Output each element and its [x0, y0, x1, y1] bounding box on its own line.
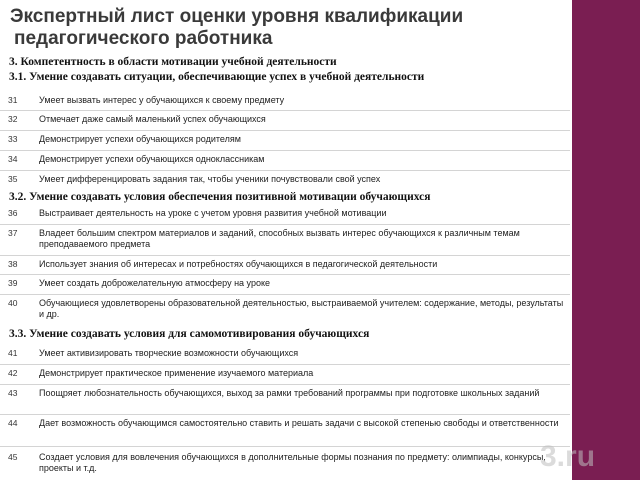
item-number: 35 [8, 174, 18, 184]
item-text: Умеет дифференцировать задания так, чтобы ученики почувствовали свой успех [39, 174, 381, 184]
item-text: Владеет большим спектром материалов и заданий, способных вызвать интерес обучающихся к различным темам преподаваемого предмета [39, 228, 520, 249]
title-line-2: педагогического работника [14, 28, 273, 49]
decorative-sidebar [572, 0, 640, 480]
item-number: 32 [8, 114, 18, 124]
item-text: Использует знания об интересах и потребностях обучающихся в педагогической деятельности [39, 259, 438, 269]
item-text: Демонстрирует успехи обучающихся родителям [39, 134, 241, 144]
item-number: 43 [8, 388, 18, 398]
item-number: 36 [8, 208, 18, 218]
item-number: 42 [8, 368, 18, 378]
item-text: Создает условия для вовлечения обучающихся в дополнительные формы познания по предмету: олимпиады, конкурсы, проекты и т.д. [39, 452, 546, 473]
page-title [10, 6, 570, 50]
subsection-heading-3-2: 3.2. Умение создавать условия обеспечения позитивной мотивации обучающихся [9, 191, 431, 203]
item-text: Умеет создать доброжелательную атмосферу на уроке [39, 278, 271, 288]
row-divider [0, 446, 570, 447]
item-text: Демонстрирует практическое применение изучаемого материала [39, 368, 314, 378]
item-text: Отмечает даже самый маленький успех обучающихся [39, 114, 266, 124]
item-number: 33 [8, 134, 18, 144]
item-number: 40 [8, 298, 18, 308]
row-divider [0, 110, 570, 111]
row-divider [0, 294, 570, 295]
item-number: 41 [8, 348, 18, 358]
section-heading: 3. Компетентность в области мотивации учебной деятельности [9, 56, 337, 68]
item-number: 31 [8, 95, 18, 105]
item-text: Демонстрирует успехи обучающихся одноклассникам [39, 154, 265, 164]
item-number: 44 [8, 418, 18, 428]
subsection-heading-3-3: 3.3. Умение создавать условия для самомотивирования обучающихся [9, 328, 370, 340]
row-divider [0, 274, 570, 275]
row-divider [0, 130, 570, 131]
item-number: 34 [8, 154, 18, 164]
item-text: Умеет вызвать интерес у обучающихся к своему предмету [39, 95, 285, 105]
row-divider [0, 384, 570, 385]
item-text: Выстраивает деятельность на уроке с учетом уровня развития учебной мотивации [39, 208, 387, 218]
subsection-heading-3-1: 3.1. Умение создавать ситуации, обеспечивающие успех в учебной деятельности [9, 71, 425, 83]
item-number: 38 [8, 259, 18, 269]
item-text: Дает возможность обучающимся самостоятельно ставить и решать задачи с высокой степенью свободы и ответственности [39, 418, 559, 428]
row-divider [0, 414, 570, 415]
watermark-text: 3.ru [540, 440, 596, 473]
item-number: 37 [8, 228, 18, 238]
item-text: Обучающиеся удовлетворены образовательной деятельностью, выстраиваемой учителем: содержание, методы, результаты и др. [39, 298, 564, 319]
item-text: Поощряет любознательность обучающихся, выход за рамки требований программы при подготовке школьных заданий [39, 388, 540, 398]
item-number: 45 [8, 452, 18, 462]
row-divider [0, 255, 570, 256]
row-divider [0, 364, 570, 365]
title-line-1: Экспертный лист оценки уровня квалификации [10, 6, 464, 27]
row-divider [0, 170, 570, 171]
item-number: 39 [8, 278, 18, 288]
row-divider [0, 224, 570, 225]
row-divider [0, 150, 570, 151]
item-text: Умеет активизировать творческие возможности обучающихся [39, 348, 299, 358]
